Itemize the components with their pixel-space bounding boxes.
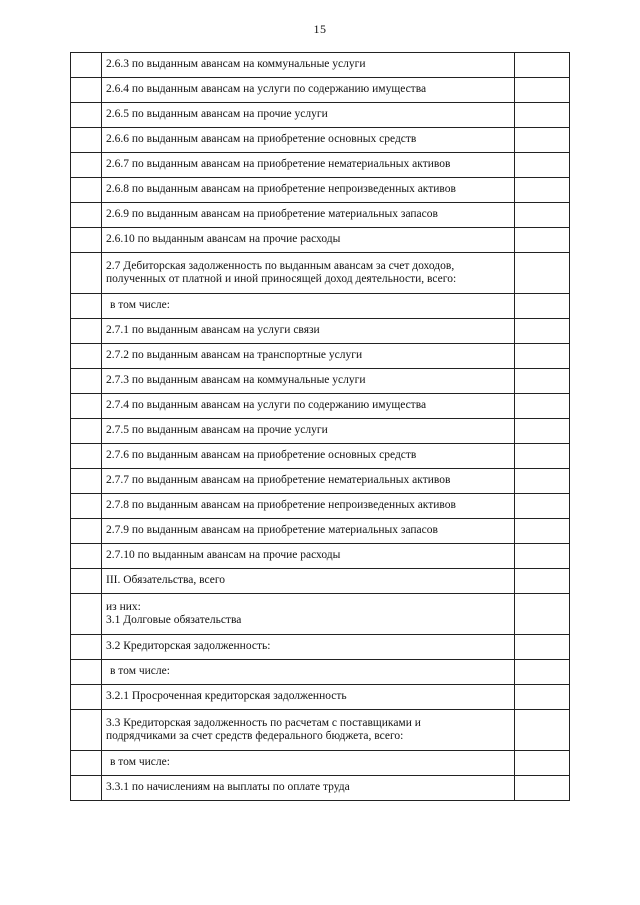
table-row <box>71 635 570 660</box>
row-number-cell <box>71 294 102 319</box>
row-number-cell <box>71 203 102 228</box>
row-number-cell <box>71 178 102 203</box>
row-label: 2.7.6 по выданным авансам на приобретение основных средств <box>106 449 417 462</box>
row-number-cell <box>71 635 102 660</box>
row-label-cell <box>102 469 515 494</box>
row-label: III. Обязательства, всего <box>106 574 226 587</box>
row-value-cell <box>515 78 570 103</box>
row-label-cell <box>102 53 515 78</box>
row-value-cell <box>515 319 570 344</box>
row-number-cell <box>71 419 102 444</box>
row-number-cell <box>71 544 102 569</box>
row-value-cell <box>515 294 570 319</box>
table-row <box>71 594 570 635</box>
row-number-cell <box>71 685 102 710</box>
row-value-cell <box>515 178 570 203</box>
row-number-cell <box>71 469 102 494</box>
report-table <box>70 52 570 801</box>
row-value-cell <box>515 128 570 153</box>
row-label: 2.6.5 по выданным авансам на прочие услуги <box>106 108 328 121</box>
row-label: 3.2.1 Просроченная кредиторская задолженность <box>106 690 347 703</box>
row-label: 2.6.7 по выданным авансам на приобретение нематериальных активов <box>106 158 451 171</box>
table-row <box>71 203 570 228</box>
row-number-cell <box>71 344 102 369</box>
row-value-cell <box>515 344 570 369</box>
row-value-cell <box>515 203 570 228</box>
row-label: 3.3 Кредиторская задолженность по расчетам с поставщиками и <box>106 716 421 729</box>
row-number-cell <box>71 369 102 394</box>
table-row <box>71 53 570 78</box>
row-label: 2.7.9 по выданным авансам на приобретение материальных запасов <box>106 524 438 537</box>
row-value-cell <box>515 519 570 544</box>
row-label: 2.7 Дебиторская задолженность по выданным авансам за счет доходов, <box>106 259 455 272</box>
row-label: 2.6.8 по выданным авансам на приобретение непроизведенных активов <box>106 183 456 196</box>
row-label: 2.6.9 по выданным авансам на приобретение материальных запасов <box>106 208 438 221</box>
table-row <box>71 78 570 103</box>
table-row <box>71 751 570 776</box>
row-label-cell <box>102 128 515 153</box>
row-number-cell <box>71 444 102 469</box>
row-label: 2.7.4 по выданным авансам на услуги по содержанию имущества <box>106 399 427 412</box>
row-label: 2.7.3 по выданным авансам на коммунальные услуги <box>106 374 366 387</box>
row-label: в том числе: <box>110 299 170 312</box>
row-label-cell <box>102 228 515 253</box>
table-row <box>71 294 570 319</box>
table-row <box>71 660 570 685</box>
table-row <box>71 394 570 419</box>
row-label-cell <box>102 660 515 685</box>
row-label-cell <box>102 519 515 544</box>
table-row <box>71 569 570 594</box>
row-label-cell <box>102 751 515 776</box>
row-value-cell <box>515 544 570 569</box>
row-value-cell <box>515 394 570 419</box>
table-row <box>71 369 570 394</box>
table-row <box>71 519 570 544</box>
row-label: 2.7.10 по выданным авансам на прочие расходы <box>106 549 341 562</box>
row-number-cell <box>71 128 102 153</box>
row-number-cell <box>71 751 102 776</box>
table-row <box>71 776 570 801</box>
table-row <box>71 344 570 369</box>
row-value-cell <box>515 419 570 444</box>
table-row <box>71 253 570 294</box>
row-label: 2.7.1 по выданным авансам на услуги связи <box>106 324 320 337</box>
row-label-cell <box>102 444 515 469</box>
row-number-cell <box>71 710 102 751</box>
row-value-cell <box>515 685 570 710</box>
row-value-cell <box>515 776 570 801</box>
row-value-cell <box>515 228 570 253</box>
row-value-cell <box>515 569 570 594</box>
row-number-cell <box>71 494 102 519</box>
row-label-line2: 3.1 Долговые обязательства <box>106 614 242 626</box>
row-number-cell <box>71 394 102 419</box>
row-label-cell <box>102 635 515 660</box>
row-label: 2.7.2 по выданным авансам на транспортные услуги <box>106 349 363 362</box>
row-number-cell <box>71 776 102 801</box>
row-label: 3.2 Кредиторская задолженность: <box>106 640 271 653</box>
row-label-cell <box>102 253 515 294</box>
row-label-cell <box>102 544 515 569</box>
row-label-cell <box>102 419 515 444</box>
row-number-cell <box>71 660 102 685</box>
row-value-cell <box>515 103 570 128</box>
row-number-cell <box>71 228 102 253</box>
table-row <box>71 153 570 178</box>
row-number-cell <box>71 319 102 344</box>
row-label-cell <box>102 203 515 228</box>
row-label-cell <box>102 710 515 751</box>
row-label-line2: подрядчиками за счет средств федерального бюджета, всего: <box>106 730 404 742</box>
table-row <box>71 128 570 153</box>
row-label: в том числе: <box>110 756 170 769</box>
row-number-cell <box>71 78 102 103</box>
table-row <box>71 469 570 494</box>
table-row <box>71 228 570 253</box>
row-label-cell <box>102 153 515 178</box>
row-label: в том числе: <box>110 665 170 678</box>
row-label-cell <box>102 685 515 710</box>
table-row <box>71 419 570 444</box>
row-value-cell <box>515 369 570 394</box>
row-value-cell <box>515 469 570 494</box>
table-row <box>71 319 570 344</box>
row-label-cell <box>102 294 515 319</box>
row-number-cell <box>71 103 102 128</box>
row-label: 2.6.10 по выданным авансам на прочие расходы <box>106 233 341 246</box>
row-value-cell <box>515 751 570 776</box>
row-number-cell <box>71 594 102 635</box>
row-value-cell <box>515 444 570 469</box>
row-label: 2.6.4 по выданным авансам на услуги по содержанию имущества <box>106 83 427 96</box>
row-label-cell <box>102 103 515 128</box>
row-label: 2.6.3 по выданным авансам на коммунальные услуги <box>106 58 366 71</box>
row-number-cell <box>71 153 102 178</box>
row-number-cell <box>71 253 102 294</box>
row-label-cell <box>102 178 515 203</box>
row-label-cell <box>102 344 515 369</box>
row-value-cell <box>515 253 570 294</box>
row-label-cell <box>102 776 515 801</box>
row-number-cell <box>71 53 102 78</box>
row-label-cell <box>102 494 515 519</box>
row-label: 2.7.8 по выданным авансам на приобретение непроизведенных активов <box>106 499 456 512</box>
row-value-cell <box>515 153 570 178</box>
row-number-cell <box>71 569 102 594</box>
row-label-cell <box>102 369 515 394</box>
row-value-cell <box>515 660 570 685</box>
row-label-line2: полученных от платной и иной приносящей доход деятельности, всего: <box>106 273 457 285</box>
row-label-cell <box>102 319 515 344</box>
row-label: 2.7.5 по выданным авансам на прочие услуги <box>106 424 328 437</box>
row-label: 2.7.7 по выданным авансам на приобретение нематериальных активов <box>106 474 451 487</box>
row-label-cell <box>102 569 515 594</box>
row-label: 2.6.6 по выданным авансам на приобретение основных средств <box>106 133 417 146</box>
row-label: из них: <box>106 600 141 613</box>
row-label-cell <box>102 594 515 635</box>
row-number-cell <box>71 519 102 544</box>
table-row <box>71 710 570 751</box>
table-row <box>71 444 570 469</box>
row-value-cell <box>515 710 570 751</box>
row-value-cell <box>515 635 570 660</box>
table-row <box>71 685 570 710</box>
row-label-cell <box>102 394 515 419</box>
table-row <box>71 494 570 519</box>
row-label-cell <box>102 78 515 103</box>
row-value-cell <box>515 594 570 635</box>
table-row <box>71 544 570 569</box>
table-row <box>71 103 570 128</box>
page-number: 15 <box>313 22 327 36</box>
row-value-cell <box>515 494 570 519</box>
table-row <box>71 178 570 203</box>
row-value-cell <box>515 53 570 78</box>
row-label: 3.3.1 по начислениям на выплаты по оплате труда <box>106 781 350 794</box>
